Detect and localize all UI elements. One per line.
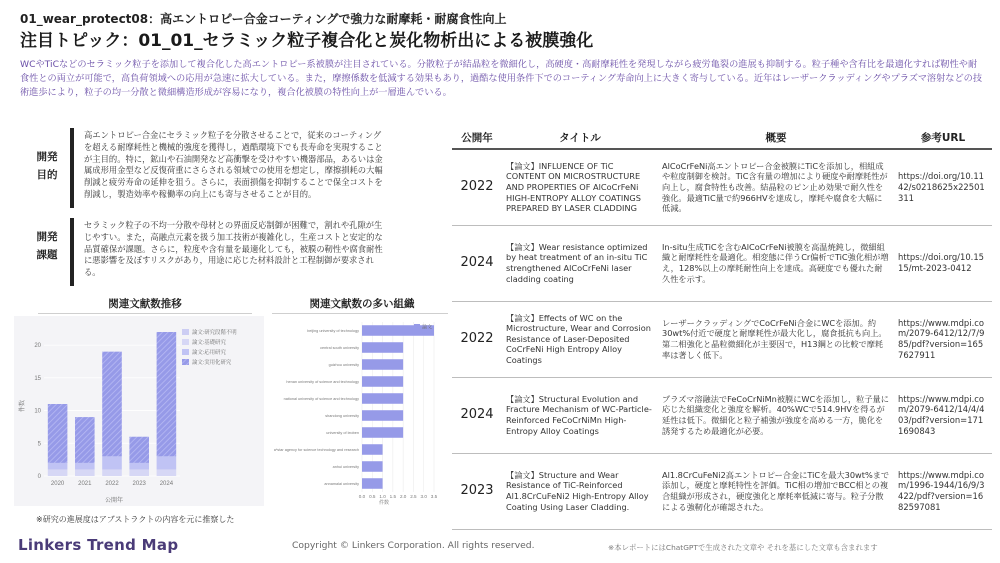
orgs-x-tick-label: 0.5 <box>369 494 376 499</box>
trend-legend-swatch <box>182 359 189 365</box>
row-title: 【論文】Structure and Wear Resistance of TiC-Reinforced Al1.8CrCuFeNi2 High-Entropy Alloy Coating Using Laser Cladding. <box>502 453 658 529</box>
trend-legend-label: 論文:実用化研究 <box>192 360 232 366</box>
trend-chart <box>14 316 264 506</box>
table-row <box>452 377 992 453</box>
trend-bar-segment <box>102 352 122 457</box>
topic-summary: WCやTiCなどのセラミック粒子を添加して複合化した高エントロピー系被膜が注目されている。分散粒子が結晶粒を微細化し，高硬度・高耐摩耗性を発現しながら疲労亀裂の進展も抑制する。粒子種や含有比を最適化すれば靭性や耐食性との両立が可能で，高負荷領域への応用が急速に拡大している。また，摩擦係数を低減する効果もあり，過酷な使用条件下でのコーティング寿命向上に大きく寄与している。近年はレーザークラッディングやプラズマ溶射などの技術進歩により，粒子の均一分散と微細構造形成が容易になり，複合化被膜の特性向上が一層進んでいる。 <box>20 59 983 99</box>
trend-bar-segment <box>157 456 177 469</box>
chart-footnote: ※研究の進展度はアブストラクトの内容を元に推察した <box>36 515 235 524</box>
orgs-category-label: a*star agency for science technology and research <box>274 448 359 452</box>
orgs-bar <box>362 410 403 421</box>
table-row <box>452 301 992 377</box>
trend-x-tick-label: 2021 <box>78 481 92 487</box>
purpose-text: 高エントロピー合金にセラミック粒子を分散させることで，従来のコーティングを超える耐摩耗性と機械的強度を獲得し，過酷環境下でも長寿命を実現することが主目的。特に，鉱山や石油開発など高衝撃を受けやすい機器部品，あるいは金属成形用金型など反復荷重にさらされる領域での使用を想定し，摩擦損耗の大幅削減と疲労寿命の延伸を狙う。さらに，表面損傷を抑制することで保全コストを削減し，製造効率や稼働率の向上にも寄与させることが目的。 <box>84 130 383 199</box>
trend-legend-swatch <box>182 349 189 355</box>
orgs-bar <box>362 478 383 489</box>
orgs-x-tick-label: 2.5 <box>410 494 417 499</box>
trend-chart-title: 関連文献数推移 <box>108 298 182 310</box>
trend-bar-segment <box>102 456 122 469</box>
row-year: 2022 <box>452 301 502 377</box>
issues-bar <box>70 218 74 286</box>
row-title: 【論文】Effects of WC on the Microstructure, Wear and Corrosion Resistance of Laser-Deposited CoCrFeNi High Entropy Alloy Coatings <box>502 301 658 377</box>
trend-y-tick-label: 0 <box>37 474 41 480</box>
orgs-bar <box>362 376 403 387</box>
row-year: 2024 <box>452 377 502 453</box>
trend-bar-segment <box>129 469 149 476</box>
row-year: 2023 <box>452 453 502 529</box>
copyright-text: Copyright © Linkers Corporation. All rights reserved. <box>292 540 535 551</box>
row-title: 【論文】Wear resistance optimized by heat treatment of an in-situ TiC strengthened AlCoCrFeNi laser cladding coating <box>502 225 658 301</box>
row-year: 2022 <box>452 149 502 225</box>
purpose-label-line1: 開発 <box>36 151 58 163</box>
issues-label-line2: 課題 <box>36 249 58 261</box>
issues-text: セラミック粒子の不均一分散や母材との界面反応制御が困難で，割れや孔隙が生じやすい。また，高融点元素を扱う加工技術が複雑化し，生産コストと安定的な品質確保が課題。さらに，粒度や含有量を最適化しても，被膜の靭性や腐食耐性に悪影響を及ぼすリスクがあり，用途に応じた材料設計と工程制御が要求される。 <box>84 220 383 278</box>
row-summary: プラズマ溶融法でFeCoCrNiMn被膜にWCを添加し，粒子量に応じた組織変化と強度を解析。40%WCで514.9HVを得るが延性は低下。微細化と粒子補強が強度を高める一方，脆化を誘発するため最適化が必要。 <box>658 377 894 453</box>
header-summary: 概要 <box>658 128 894 149</box>
orgs-chart-title: 関連文献数の多い組織 <box>309 298 415 310</box>
orgs-x-axis-label: 件数 <box>378 500 390 506</box>
report-id: 01_wear_protect08：高エントロピー合金コーティングで強力な耐摩耗・耐腐食性向上 <box>20 12 507 26</box>
orgs-x-tick-label: 1.5 <box>389 494 397 499</box>
row-summary: AlCoCrFeNi高エントロピー合金被膜にTiCを添加し，相組成や粒度制御を検討。TiC含有量の増加により硬度や耐摩耗性が向上し，腐食特性も改善。結晶粒のピン止め効果で耐久性を強化。最適TiC量で約966HVを達成し，摩耗や腐食を大幅に低減。 <box>658 149 894 225</box>
trend-y-tick-label: 5 <box>37 441 41 448</box>
trend-y-axis-label: 件数 <box>20 399 26 413</box>
trend-legend-swatch <box>182 339 189 345</box>
header-url: 参考URL <box>894 128 992 149</box>
orgs-chart <box>274 316 446 506</box>
orgs-x-tick-label: 3.5 <box>430 494 438 499</box>
trend-y-tick-label: 20 <box>34 343 41 350</box>
trend-legend-label: 論文:研究段階不明 <box>192 330 237 336</box>
orgs-x-tick-label: 1.0 <box>379 494 386 499</box>
row-summary: レーザークラッディングでCoCrFeNi合金にWCを添加。約30wt%付近で硬度と耐摩耗性が最大化し，腐食抵抗も向上。第二相強化と晶粒微細化が主要因で，H13鋼との比較で摩耗率は著しく低下。 <box>658 301 894 377</box>
row-url-link[interactable]: https://www.mdpi.com/1996-1944/16/9/3422/pdf?version=1682597081 <box>894 453 992 529</box>
row-title: 【論文】INFLUENCE OF TiC CONTENT ON MICROSTRUCTURE AND PROPERTIES OF AlCoCrFeNi HIGH-ENTROPY ALLOY COATINGS PREPARED BY LASER CLADDING <box>502 149 658 225</box>
trend-bar-segment <box>75 417 95 463</box>
orgs-bar <box>362 427 403 438</box>
issues-label <box>30 228 64 264</box>
trend-y-tick-label: 15 <box>34 375 41 382</box>
row-year: 2024 <box>452 225 502 301</box>
trend-legend-swatch <box>182 329 189 335</box>
trend-bar-segment <box>157 469 177 476</box>
trend-y-tick-label: 10 <box>34 408 41 415</box>
orgs-chart-title-underline <box>272 313 448 314</box>
purpose-label-line2: 目的 <box>36 169 58 181</box>
table-row <box>452 453 992 529</box>
orgs-bar <box>362 444 383 455</box>
orgs-category-label: beijing university of technology <box>307 329 359 333</box>
row-url-link[interactable]: https://doi.org/10.1142/s0218625x22501311 <box>894 149 992 225</box>
trend-bar-segment <box>75 463 95 470</box>
orgs-bar <box>362 342 403 353</box>
table-row <box>452 149 992 225</box>
issues-label-line1: 開発 <box>36 231 58 243</box>
orgs-category-label: henan university of science and technology <box>286 380 359 384</box>
orgs-chart-background <box>274 316 446 506</box>
trend-bar-segment <box>102 469 122 476</box>
references-table <box>452 128 992 530</box>
orgs-bar <box>362 393 403 404</box>
orgs-bar <box>362 461 383 472</box>
linkers-logo: Linkers Trend Map <box>18 536 179 554</box>
row-url-link[interactable]: https://doi.org/10.1515/mt-2023-0412 <box>894 225 992 301</box>
orgs-legend-swatch <box>414 324 420 329</box>
table-row <box>452 225 992 301</box>
orgs-category-label: shandong university <box>325 414 359 418</box>
trend-bar-segment <box>48 469 68 476</box>
trend-bar-segment <box>48 463 68 470</box>
orgs-category-label: central south university <box>320 346 359 350</box>
row-url-link[interactable]: https://www.mdpi.com/2079-6412/12/7/985/pdf?version=1657627911 <box>894 301 992 377</box>
orgs-x-tick-label: 0.0 <box>358 494 366 499</box>
row-summary: In-situ生成TiCを含むAlCoCrFeNi被膜を高温焼鈍し，微細組織と耐摩耗性を最適化。相変態に伴うCr偏析でTiC強化相が増え，128%以上の摩耗耐性向上を達成。高硬度でも優れた耐久性を示す。 <box>658 225 894 301</box>
trend-chart-title-underline <box>38 313 252 314</box>
trend-bar-segment <box>129 463 149 470</box>
purpose-label <box>30 148 64 184</box>
row-summary: Al1.8CrCuFeNi2高エントロピー合金にTiCを最大30wt%まで添加し，硬度と摩耗特性を評価。TiC相の増加でBCC相との複合組織が形成され，硬度強化と摩耗率低減に寄与。粒子分散による強靭化が確認された。 <box>658 453 894 529</box>
trend-bar-segment <box>48 404 68 463</box>
orgs-category-label: guizhou university <box>328 363 359 367</box>
trend-x-axis-label: 公開年 <box>104 498 124 504</box>
purpose-bar <box>70 128 74 208</box>
trend-x-tick-label: 2020 <box>50 481 65 487</box>
row-url-link[interactable]: https://www.mdpi.com/2079-6412/14/4/403/pdf?version=1711690843 <box>894 377 992 453</box>
orgs-category-label: annamalai university <box>324 482 359 486</box>
orgs-category-label: national university of science and technology <box>283 397 359 401</box>
orgs-bar <box>362 359 403 370</box>
trend-x-tick-label: 2023 <box>132 481 146 487</box>
trend-legend-label: 論文:応用研究 <box>192 350 226 356</box>
orgs-category-label: anhui university <box>332 465 359 469</box>
header-year: 公開年 <box>452 128 502 149</box>
trend-x-tick-label: 2024 <box>159 481 174 487</box>
table-header-row <box>452 128 992 149</box>
disclaimer-text: ※本レポートにはChatGPTで生成された文章や それを基にした文章も含まれます <box>608 543 878 552</box>
orgs-x-tick-label: 2.0 <box>399 494 407 499</box>
trend-bar-segment <box>75 469 95 476</box>
orgs-category-label: university of leoben <box>326 431 359 435</box>
orgs-x-tick-label: 3.0 <box>420 494 427 499</box>
trend-bar-segment <box>157 332 177 456</box>
trend-x-tick-label: 2022 <box>105 481 119 487</box>
page-title: 注目トピック：01_01_セラミック粒子複合化と炭化物析出による被膜強化 <box>20 31 594 51</box>
trend-bar-segment <box>129 437 149 463</box>
row-title: 【論文】Structural Evolution and Fracture Mechanism of WC-Particle-Reinforced FeCoCrNiMn High-Entropy Alloy Coatings <box>502 377 658 453</box>
header-title: タイトル <box>502 128 658 149</box>
orgs-legend-label: 論文 <box>422 324 433 331</box>
trend-legend-label: 論文:基礎研究 <box>192 340 226 346</box>
